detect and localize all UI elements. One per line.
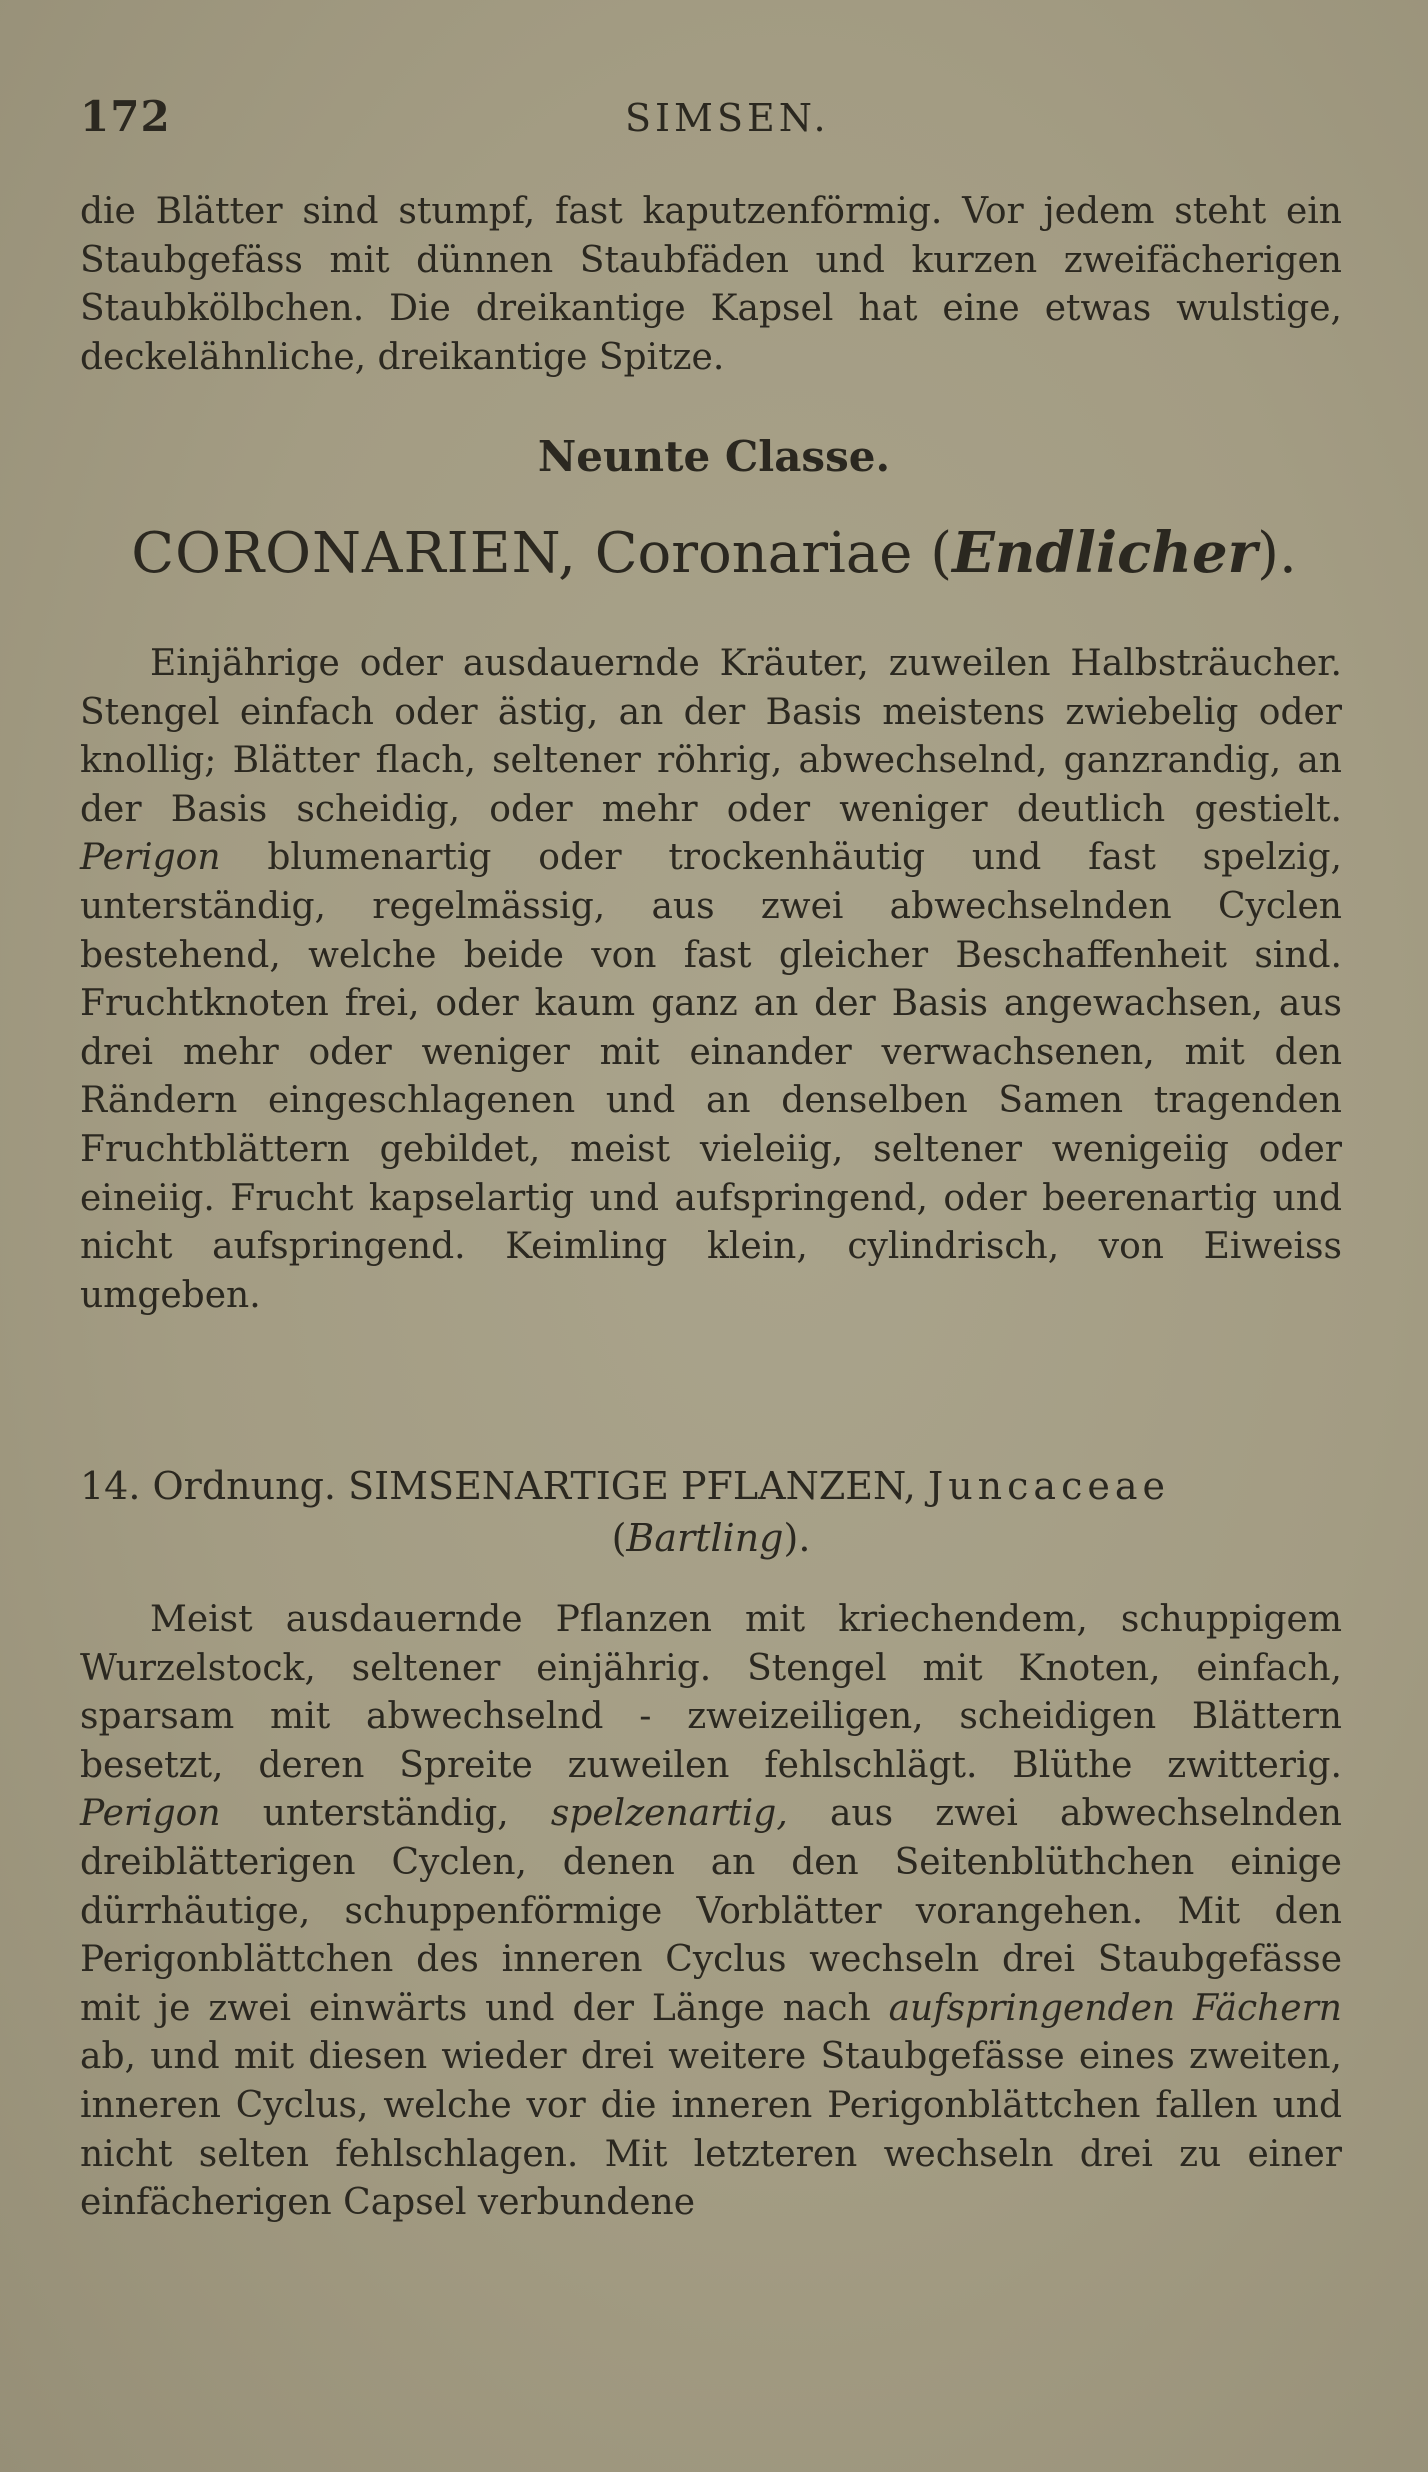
- order-description-spelzenartig: spelzenartig,: [550, 1793, 788, 1835]
- running-title: SIMSEN.: [625, 96, 830, 140]
- order-heading-line2: [80, 1512, 1342, 1564]
- running-head: [80, 92, 1340, 152]
- order-close: ).: [783, 1516, 811, 1560]
- class-heading: Neunte Classe.: [537, 432, 891, 481]
- order-description-part3: aus zwei abwechselnden dreiblätterigen Cyclen, denen an den Seitenblüthchen einige dürrhäutige, schuppenförmige Vorblätter vorangehen. Mit den Perigonblättchen des inneren Cyclus wechseln drei Staubgefässe mit je zwei einwärts und der Länge nach: [80, 1793, 1342, 2029]
- main-heading-latin: Coronariae: [594, 521, 913, 586]
- main-heading-close: ).: [1257, 521, 1297, 586]
- class-description-perigon: Perigon: [80, 837, 221, 879]
- order-heading-line1: [80, 1460, 1342, 1512]
- order-description-part4: ab, und mit diesen wieder drei weitere Staubgefässe eines zweiten, inneren Cyclus, welche vor die inneren Perigonblättchen fallen und nicht selten fehlschlagen. Mit letzteren wechseln drei zu einer einfächerigen Capsel verbundene: [80, 2036, 1342, 2224]
- order-german-name: SIMSENARTIGE PFLANZEN,: [348, 1464, 916, 1508]
- intro-paragraph: die Blätter sind stumpf, fast kaputzenförmig. Vor jedem steht ein Staubgefäss mit dünnen Staubfäden und kurzen zweifächerigen Staubkölbchen. Die dreikantige Kapsel hat eine etwas wulstige, deckelähnliche, dreikantige Spitze.: [80, 191, 1342, 378]
- main-heading-authority: Endlicher: [952, 520, 1258, 586]
- order-latin-name: Juncaceae: [927, 1464, 1171, 1508]
- order-description-part1: Meist ausdauernde Pflanzen mit kriechendem, schuppigem Wurzelstock, seltener einjährig. Stengel mit Knoten, einfach, sparsam mit abwechselnd - zweizeiligen, scheidigen Blättern besetzt, deren Spreite zuweilen fehlschlägt. Blüthe zwitterig.: [80, 1599, 1342, 1786]
- main-heading-open-paren: (: [930, 521, 953, 586]
- intro-paragraph-block: [80, 188, 1342, 382]
- order-description-part2: unterständig,: [262, 1793, 509, 1835]
- order-description-perigon: Perigon: [80, 1793, 221, 1835]
- order-number: 14. Ordnung.: [80, 1464, 336, 1508]
- class-description-block: [80, 640, 1342, 1320]
- main-heading: [0, 520, 1428, 586]
- order-authority: Bartling: [626, 1516, 784, 1560]
- main-heading-caps: CORONARIEN,: [131, 521, 577, 586]
- page-number: 172: [80, 92, 171, 141]
- order-description-block: [80, 1596, 1342, 2228]
- order-heading: [80, 1460, 1342, 1564]
- class-description-part2: blumenartig oder trockenhäutig und fast spelzig, unterständig, regelmässig, aus zwei abwechselnden Cyclen bestehend, welche beide von fast gleicher Beschaffenheit sind. Fruchtknoten frei, oder kaum ganz an der Basis angewachsen, aus drei mehr oder weniger mit einander verwachsenen, mit den Rändern eingeschlagenen und an denselben Samen tragenden Fruchtblättern gebildet, meist vieleiig, seltener wenigeiig oder eineiig. Frucht kapselartig und aufspringend, oder beerenartig und nicht aufspringend. Keimling klein, cylindrisch, von Eiweiss umgeben.: [80, 837, 1342, 1316]
- order-open-paren: (: [611, 1516, 627, 1560]
- class-description: [80, 640, 1342, 1320]
- order-description: [80, 1596, 1342, 2228]
- order-description-aufspringenden: aufspringenden Fächern: [888, 1987, 1342, 2029]
- class-description-part1: Einjährige oder ausdauernde Kräuter, zuweilen Halbsträucher. Stengel einfach oder ästig, an der Basis meistens zwiebelig oder knollig; Blätter flach, seltener röhrig, abwechselnd, ganzrandig, an der Basis scheidig, oder mehr oder weniger deutlich gestielt.: [80, 643, 1342, 830]
